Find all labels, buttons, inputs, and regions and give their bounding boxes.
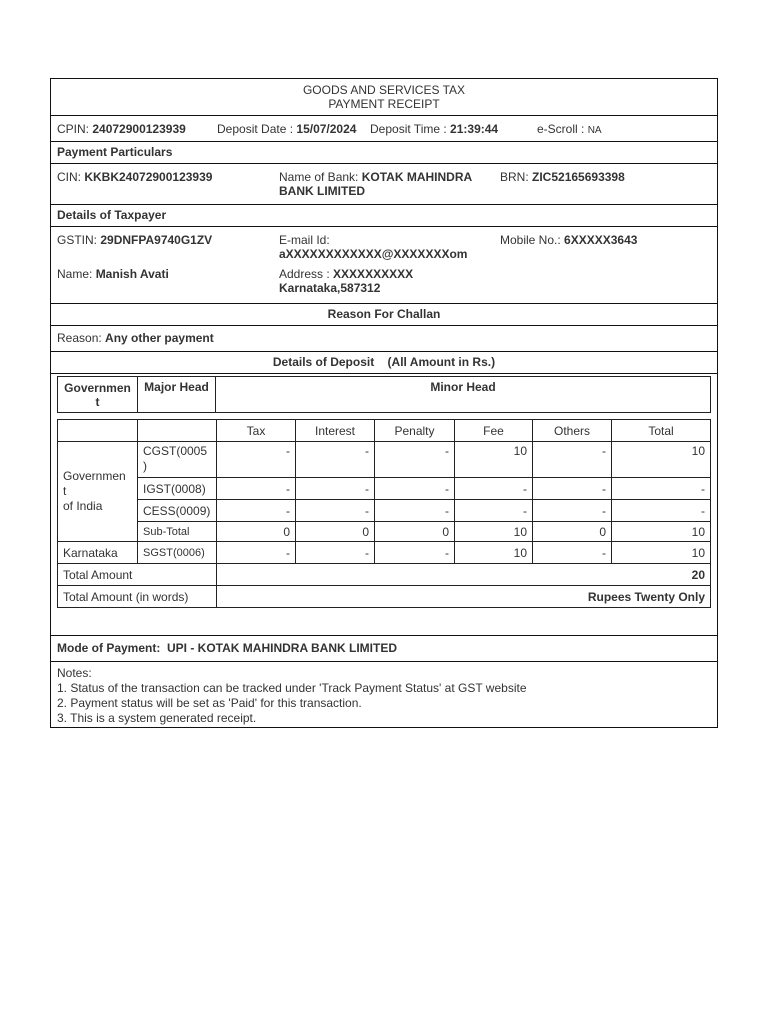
title-line-1: GOODS AND SERVICES TAX — [302, 83, 466, 97]
bank-label: Name of Bank: — [279, 170, 359, 184]
deposit-details — [50, 373, 718, 635]
table-cell: - — [455, 500, 533, 522]
escroll-field — [537, 116, 602, 144]
cin-value: KKBK24072900123939 — [84, 170, 213, 184]
notes-section — [50, 661, 718, 728]
address-label: Address : — [279, 267, 330, 281]
igst-cell: IGST(0008) — [138, 478, 217, 500]
col-total: Total — [612, 420, 711, 442]
total-amount-row — [58, 564, 711, 586]
table-cell: 10 — [612, 442, 711, 478]
col-interest: Interest — [296, 420, 375, 442]
state-name-cell: Karnataka — [58, 542, 138, 564]
subtotal-cell: Sub-Total — [138, 522, 217, 542]
table-cell: 0 — [375, 522, 455, 542]
table-cell: - — [375, 478, 455, 500]
table-cell: - — [612, 500, 711, 522]
payment-particulars-heading: Payment Particulars — [50, 141, 718, 163]
reason-row — [50, 325, 718, 351]
col-others: Others — [533, 420, 612, 442]
payment-receipt — [50, 78, 718, 728]
reason-value: Any other payment — [105, 331, 214, 345]
table-cell: 10 — [612, 522, 711, 542]
title-line-2: PAYMENT RECEIPT — [328, 97, 440, 111]
notes-heading: Notes: — [57, 666, 92, 680]
deposit-time-label: Deposit Time : — [370, 122, 447, 136]
mobile-field — [500, 233, 637, 247]
amounts-table — [57, 419, 711, 608]
reason-heading: Reason For Challan — [50, 303, 718, 325]
taxpayer-details — [50, 226, 718, 303]
table-cell: - — [533, 542, 612, 564]
escroll-label: e-Scroll : — [537, 122, 585, 136]
col-tax: Tax — [217, 420, 296, 442]
mode-value: UPI - KOTAK MAHINDRA BANK LIMITED — [167, 641, 397, 655]
table-row — [58, 478, 711, 500]
bank-value-1: KOTAK MAHINDRA — [361, 170, 473, 184]
deposit-date-field — [217, 116, 356, 142]
table-cell: - — [296, 478, 375, 500]
total-words-label: Total Amount (in words) — [58, 586, 217, 608]
name-field — [57, 267, 169, 281]
mobile-label: Mobile No.: — [500, 233, 561, 247]
cin-field — [57, 170, 212, 184]
total-amount-label: Total Amount — [58, 564, 217, 586]
col-fee: Fee — [455, 420, 533, 442]
mode-of-payment-row — [50, 635, 718, 661]
minor-head-cell: Minor Head — [216, 377, 711, 413]
cpin-label: CPIN: — [57, 122, 90, 136]
table-cell: - — [533, 442, 612, 478]
cpin-value: 24072900123939 — [92, 122, 186, 136]
table-cell: 0 — [217, 522, 296, 542]
table-cell: - — [296, 442, 375, 478]
head-table — [57, 376, 711, 413]
gstin-field — [57, 233, 212, 247]
address-field — [279, 267, 413, 295]
brn-label: BRN: — [500, 170, 529, 184]
mode-label: Mode of Payment: — [57, 641, 161, 655]
note-item: 2. Payment status will be set as 'Paid' for this transaction. — [57, 696, 362, 710]
escroll-value: NA — [587, 125, 602, 136]
table-row — [58, 500, 711, 522]
note-item: 1. Status of the transaction can be tracked under 'Track Payment Status' at GST website — [57, 681, 527, 695]
table-cell: - — [455, 478, 533, 500]
major-head-cell: Major Head — [138, 377, 216, 413]
deposit-date-value: 15/07/2024 — [296, 122, 357, 136]
reason-label: Reason: — [57, 331, 102, 345]
email-label: E-mail Id: — [279, 233, 330, 247]
total-words-value: Rupees Twenty Only — [217, 586, 711, 608]
table-cell: 10 — [455, 542, 533, 564]
table-cell: - — [612, 478, 711, 500]
deposit-time-field — [370, 116, 498, 142]
table-cell: - — [217, 478, 296, 500]
table-cell: 0 — [533, 522, 612, 542]
subtotal-row — [58, 522, 711, 542]
note-item: 3. This is a system generated receipt. — [57, 711, 257, 725]
bank-field — [279, 170, 472, 198]
deposit-date-label: Deposit Date : — [217, 122, 294, 136]
cpin-row — [50, 115, 718, 141]
table-cell: - — [217, 542, 296, 564]
table-cell: 10 — [455, 522, 533, 542]
table-cell: - — [375, 442, 455, 478]
sgst-cell: SGST(0006) — [138, 542, 217, 564]
total-words-row — [58, 586, 711, 608]
cpin-field — [57, 116, 186, 142]
table-cell: - — [217, 442, 296, 478]
name-label: Name: — [57, 267, 93, 281]
table-cell: 10 — [612, 542, 711, 564]
total-amount-value: 20 — [217, 564, 711, 586]
gstin-label: GSTIN: — [57, 233, 98, 247]
receipt-title — [50, 78, 718, 115]
table-cell: 0 — [296, 522, 375, 542]
email-value: aXXXXXXXXXXXX@XXXXXXXom — [279, 247, 468, 261]
taxpayer-heading: Details of Taxpayer — [50, 204, 718, 226]
mobile-value: 6XXXXX3643 — [564, 233, 638, 247]
table-cell: - — [533, 500, 612, 522]
blank-cell — [138, 420, 217, 442]
table-cell: - — [296, 500, 375, 522]
government-head-cell: Governmen t — [58, 377, 138, 413]
address-value-2: Karnataka,587312 — [279, 281, 381, 295]
deposit-heading: Details of Deposit (All Amount in Rs.) — [50, 351, 718, 373]
email-field — [279, 233, 467, 261]
gstin-value: 29DNFPA9740G1ZV — [100, 233, 213, 247]
table-cell: - — [217, 500, 296, 522]
state-row — [58, 542, 711, 564]
cin-label: CIN: — [57, 170, 81, 184]
table-cell: 10 — [455, 442, 533, 478]
government-of-india-cell: Governmen t of India — [58, 442, 138, 542]
table-cell: - — [375, 542, 455, 564]
bank-value-2: BANK LIMITED — [279, 184, 365, 198]
cess-cell: CESS(0009) — [138, 500, 217, 522]
brn-value: ZIC52165693398 — [532, 170, 625, 184]
table-cell: - — [533, 478, 612, 500]
payment-particulars-row — [50, 163, 718, 204]
table-cell: - — [375, 500, 455, 522]
col-penalty: Penalty — [375, 420, 455, 442]
cgst-cell: CGST(0005 ) — [138, 442, 217, 478]
amounts-header-row — [58, 420, 711, 442]
brn-field — [500, 170, 625, 184]
blank-cell — [58, 420, 138, 442]
address-value-1: XXXXXXXXXX — [333, 267, 414, 281]
name-value: Manish Avati — [95, 267, 169, 281]
table-row — [58, 442, 711, 478]
table-cell: - — [296, 542, 375, 564]
deposit-time-value: 21:39:44 — [450, 122, 499, 136]
